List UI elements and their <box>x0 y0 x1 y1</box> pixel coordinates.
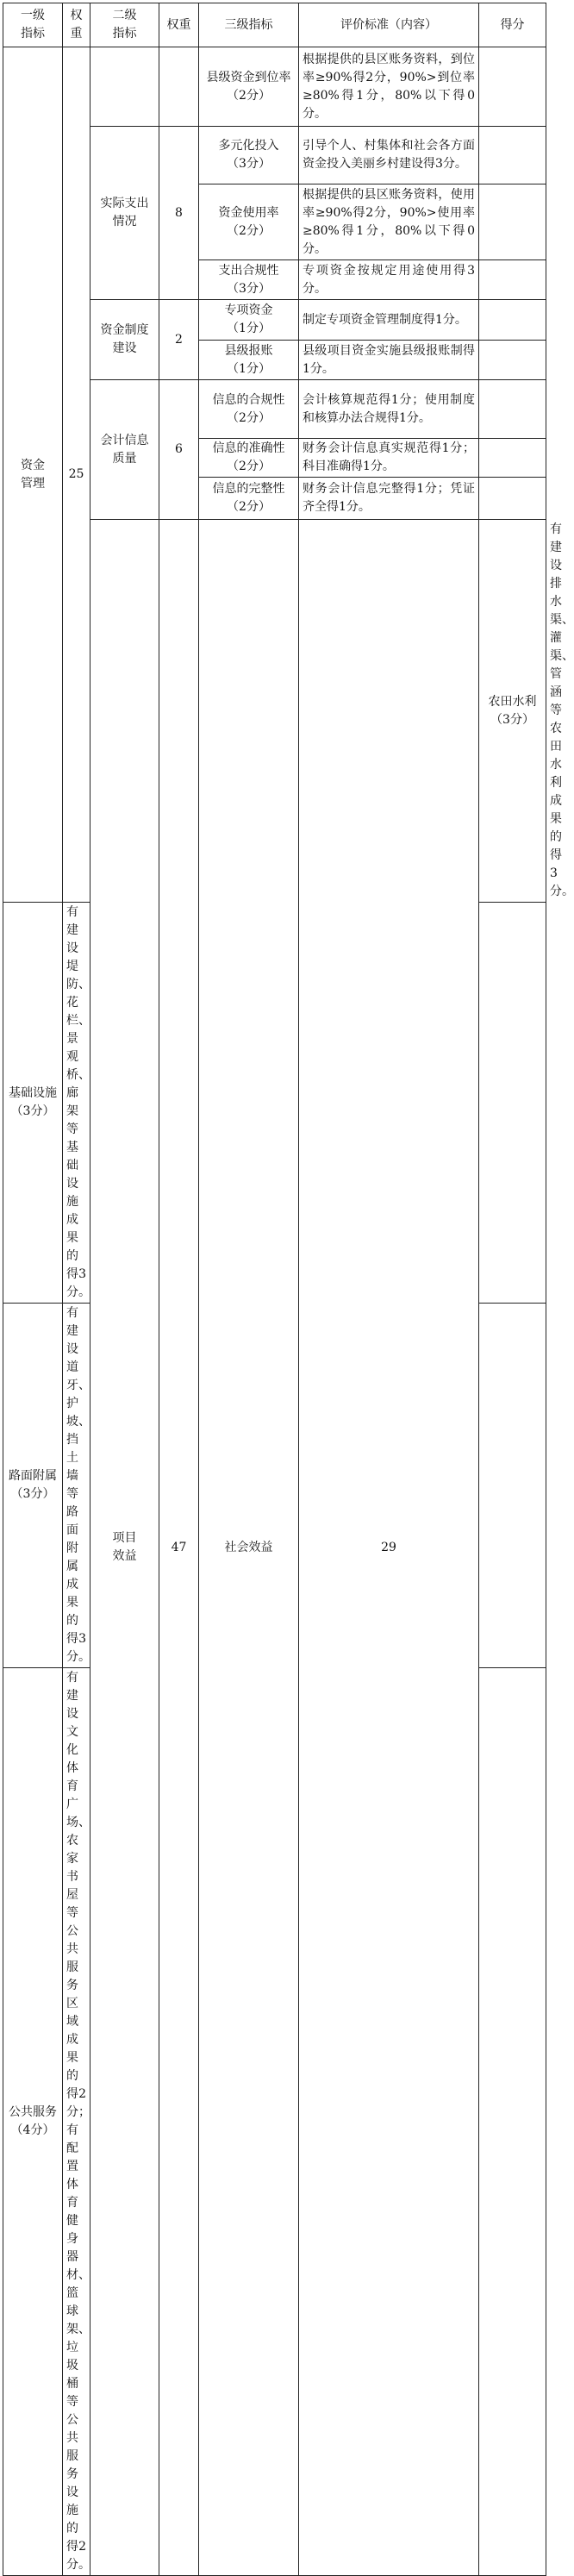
group-weight: 2 <box>159 300 199 380</box>
item-name: 农田水利 （3分） <box>479 520 546 903</box>
item-name: 县级报账 （1分） <box>199 341 299 380</box>
item-criteria: 引导个人、村集体和社会各方面资金投入美丽乡村建设得3分。 <box>299 127 479 184</box>
group-weight: 8 <box>159 127 199 300</box>
section-name: 资金管理 <box>3 47 63 903</box>
item-name: 基础设施 （3分） <box>3 903 63 1304</box>
item-name: 支出合规性 （3分） <box>199 260 299 300</box>
group-name: 实际支出情况 <box>90 127 159 300</box>
header-level1: 一级指标 <box>3 3 63 47</box>
group-name: 资金制度建设 <box>90 300 159 380</box>
header-row <box>3 3 546 47</box>
header-level3: 三级指标 <box>199 3 299 47</box>
item-name: 资金使用率 （2分） <box>199 184 299 260</box>
table-row: 项目效益 47 社会效益 29 农田水利 （3分） 有建设排水渠、灌渠、管涵等农田水利成果的得3分。 <box>3 520 546 903</box>
item-name: 信息的完整性 （2分） <box>199 478 299 520</box>
section-weight: 25 <box>63 47 90 903</box>
score-cell[interactable] <box>479 260 546 300</box>
header-weight1: 权重 <box>63 3 90 47</box>
item-name: 信息的准确性 （2分） <box>199 439 299 478</box>
item-criteria: 有建设道牙、护坡、挡土墙等路面附属成果的得3分。 <box>63 1304 90 1668</box>
item-name: 专项资金 （1分） <box>199 300 299 341</box>
score-cell[interactable] <box>479 380 546 439</box>
item-criteria: 财务会计信息完整得1分；凭证齐全得1分。 <box>299 478 479 520</box>
score-cell[interactable] <box>479 439 546 478</box>
table-row <box>3 47 546 127</box>
header-score: 得分 <box>479 3 546 47</box>
score-cell[interactable] <box>479 1304 546 1668</box>
score-cell[interactable] <box>479 47 546 127</box>
header-criteria: 评价标准（内容） <box>299 3 479 47</box>
item-criteria: 县级项目资金实施县级报账制得1分。 <box>299 341 479 380</box>
item-criteria: 制定专项资金管理制度得1分。 <box>299 300 479 341</box>
item-name: 信息的合规性 （2分） <box>199 380 299 439</box>
group-weight <box>159 47 199 127</box>
score-cell[interactable] <box>479 300 546 341</box>
item-criteria: 会计核算规范得1分；使用制度和核算办法合规得1分。 <box>299 380 479 439</box>
item-name: 路面附属 （3分） <box>3 1304 63 1668</box>
score-cell[interactable] <box>479 184 546 260</box>
group-weight: 29 <box>299 520 479 2576</box>
item-criteria: 专项资金按规定用途使用得3分。 <box>299 260 479 300</box>
score-cell[interactable] <box>479 127 546 184</box>
group-name <box>90 47 159 127</box>
evaluation-table <box>3 3 574 2576</box>
score-cell[interactable] <box>479 341 546 380</box>
section-name: 项目效益 <box>90 520 159 2576</box>
header-level2: 二级指标 <box>90 3 159 47</box>
item-criteria: 财务会计信息真实规范得1分；科目准确得1分。 <box>299 439 479 478</box>
item-criteria: 有建设文化体育广场、农家书屋等公共服务区域成果的得2分；有配置体育健身器材、篮球架、垃圾桶等公共服务设施的得2分。 <box>63 1668 90 2576</box>
item-name: 县级资金到位率 （2分） <box>199 47 299 127</box>
item-criteria: 根据提供的县区账务资料，使用率≥90%得2分，90%>使用率≥80%得1分，80%以下得0分。 <box>299 184 479 260</box>
header-weight2: 权重 <box>159 3 199 47</box>
section-weight: 47 <box>159 520 199 2576</box>
score-cell[interactable] <box>479 478 546 520</box>
score-cell[interactable] <box>479 903 546 1304</box>
item-name: 公共服务 （4分） <box>3 1668 63 2576</box>
item-criteria: 根据提供的县区账务资料，到位率≥90%得2分，90%>到位率≥80%得1分，80%以下得0分。 <box>299 47 479 127</box>
item-name: 多元化投入 （3分） <box>199 127 299 184</box>
group-weight: 6 <box>159 380 199 520</box>
score-cell[interactable] <box>479 1668 546 2576</box>
item-criteria: 有建设堤防、花栏、景观桥、廊架等基础设施成果的得3分。 <box>63 903 90 1304</box>
group-name: 社会效益 <box>199 520 299 2576</box>
group-name: 会计信息质量 <box>90 380 159 520</box>
